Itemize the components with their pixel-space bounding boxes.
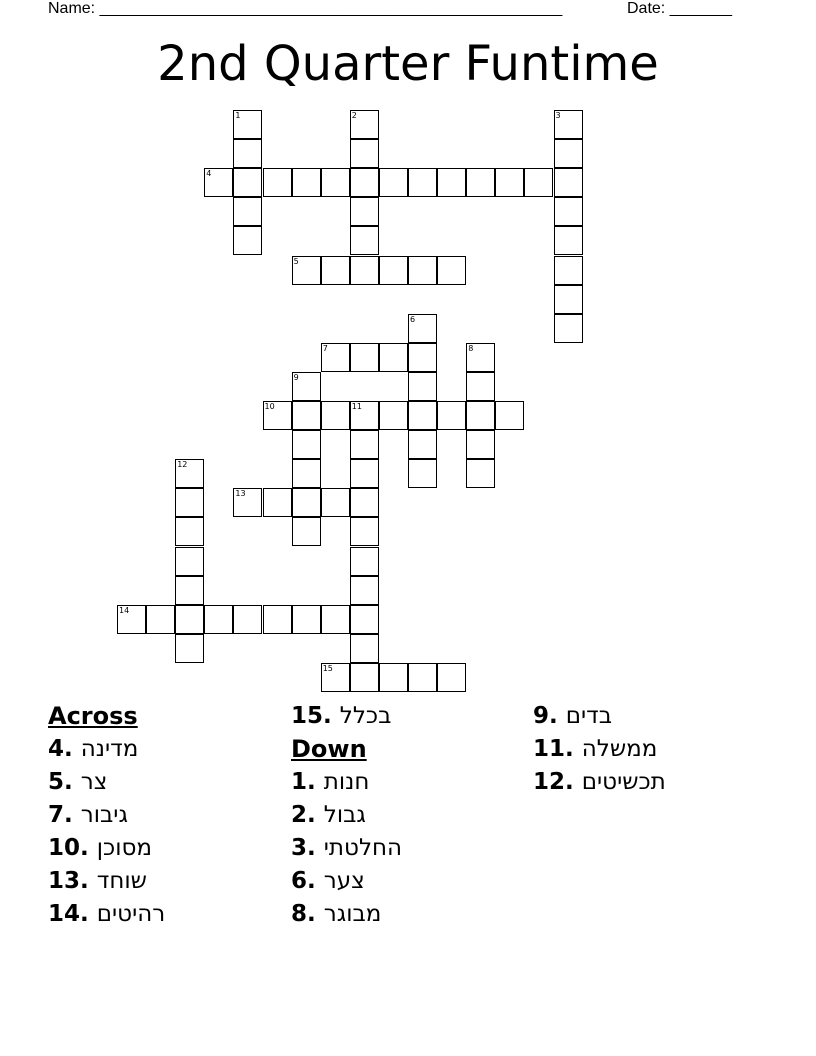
grid-cell[interactable]: [350, 605, 379, 634]
grid-cell[interactable]: [350, 168, 379, 197]
grid-cell[interactable]: [146, 605, 175, 634]
clue-number: 11: [351, 402, 362, 411]
clue-item: [291, 700, 402, 733]
grid-cell[interactable]: [175, 488, 204, 517]
clue-text: חנות: [323, 769, 370, 795]
grid-cell[interactable]: [350, 663, 379, 692]
clue-num: 4.: [48, 736, 73, 762]
clue-item: [533, 733, 666, 766]
clue-item: [291, 766, 402, 799]
grid-cell[interactable]: [292, 517, 321, 546]
clue-number: 8: [468, 343, 474, 353]
clue-num: 2.: [291, 802, 316, 828]
grid-cell[interactable]: [554, 285, 583, 314]
clue-item: [48, 865, 165, 898]
clue-item: [48, 766, 165, 799]
grid-cell[interactable]: [408, 663, 437, 692]
clue-text: תכשיטים: [581, 769, 666, 795]
grid-cell[interactable]: [408, 372, 437, 401]
grid-cell[interactable]: [321, 343, 350, 372]
grid-cell[interactable]: [466, 459, 495, 488]
grid-cell[interactable]: [408, 401, 437, 430]
grid-cell[interactable]: [233, 139, 262, 168]
grid-cell[interactable]: [321, 605, 350, 634]
clue-item: [48, 898, 165, 931]
clue-number: 1: [235, 111, 241, 120]
clue-number: 5: [293, 256, 299, 266]
clue-column: [533, 700, 666, 799]
clue-number: 15: [322, 663, 333, 673]
grid-cell[interactable]: [554, 110, 583, 139]
clue-text: צר: [80, 769, 108, 795]
grid-cell[interactable]: [292, 372, 321, 401]
grid-cell[interactable]: [263, 168, 292, 197]
date-field[interactable]: Date: _______: [627, 0, 732, 17]
clue-number: 12: [177, 460, 188, 470]
grid-cell[interactable]: [321, 663, 350, 692]
clue-text: החלטתי: [323, 835, 403, 861]
name-field[interactable]: Name: ____________________________________________________: [48, 0, 563, 17]
grid-cell[interactable]: [175, 517, 204, 546]
clue-column: [291, 700, 402, 931]
clue-text: צער: [323, 868, 365, 894]
clue-item: [291, 898, 402, 931]
clue-num: 14.: [48, 901, 89, 927]
clue-number: 2: [351, 111, 357, 120]
grid-cell[interactable]: [437, 401, 466, 430]
grid-cell[interactable]: [350, 139, 379, 168]
grid-cell[interactable]: [321, 401, 350, 430]
grid-cell[interactable]: [379, 401, 408, 430]
grid-cell[interactable]: [379, 663, 408, 692]
clue-num: 3.: [291, 835, 316, 861]
grid-cell[interactable]: [175, 605, 204, 634]
grid-cell[interactable]: [350, 459, 379, 488]
clue-item: [291, 865, 402, 898]
clue-item: [48, 832, 165, 865]
clue-number: 14: [119, 605, 130, 615]
clue-item: [533, 766, 666, 799]
grid-cell[interactable]: [233, 488, 262, 517]
grid-cell[interactable]: [263, 605, 292, 634]
clue-item: [291, 799, 402, 832]
clue-text: ממשלה: [581, 736, 658, 762]
clue-num: 8.: [291, 901, 316, 927]
clue-num: 9.: [533, 703, 558, 729]
grid-cell[interactable]: [350, 517, 379, 546]
grid-cell[interactable]: [292, 401, 321, 430]
clue-num: 6.: [291, 868, 316, 894]
clue-number: 13: [235, 489, 246, 499]
clue-text: גבול: [323, 802, 366, 828]
grid-cell[interactable]: [466, 372, 495, 401]
grid-cell[interactable]: [495, 168, 524, 197]
clue-num: 7.: [48, 802, 73, 828]
clue-text: שוחד: [96, 868, 147, 894]
grid-cell[interactable]: [321, 168, 350, 197]
grid-cell[interactable]: [408, 343, 437, 372]
clue-item: [48, 799, 165, 832]
down-heading: Down: [291, 735, 367, 763]
grid-cell[interactable]: [350, 634, 379, 663]
grid-cell[interactable]: [292, 488, 321, 517]
across-heading: Across: [48, 702, 138, 730]
grid-cell[interactable]: [175, 576, 204, 605]
clue-text: בדים: [565, 703, 613, 729]
grid-cell[interactable]: [554, 168, 583, 197]
grid-cell[interactable]: [292, 430, 321, 459]
grid-cell[interactable]: [292, 605, 321, 634]
grid-cell[interactable]: [204, 168, 233, 197]
clue-text: מדינה: [80, 736, 139, 762]
clue-num: 5.: [48, 769, 73, 795]
grid-cell[interactable]: [554, 256, 583, 285]
grid-cell[interactable]: [408, 168, 437, 197]
page-title: 2nd Quarter Funtime: [157, 36, 659, 92]
grid-cell[interactable]: [554, 314, 583, 343]
grid-cell[interactable]: [350, 547, 379, 576]
grid-cell[interactable]: [554, 197, 583, 226]
grid-cell[interactable]: [204, 605, 233, 634]
grid-cell[interactable]: [408, 314, 437, 343]
grid-cell[interactable]: [379, 256, 408, 285]
grid-cell[interactable]: [495, 401, 524, 430]
grid-cell[interactable]: [233, 110, 262, 139]
clue-item: [533, 700, 666, 733]
grid-cell[interactable]: [466, 343, 495, 372]
grid-cell[interactable]: [350, 576, 379, 605]
grid-cell[interactable]: [554, 139, 583, 168]
clue-number: 10: [264, 402, 275, 411]
grid-cell[interactable]: [350, 256, 379, 285]
grid-cell[interactable]: [263, 488, 292, 517]
grid-cell[interactable]: [408, 430, 437, 459]
grid-cell[interactable]: [350, 488, 379, 517]
clue-text: רהיטים: [96, 901, 166, 927]
clue-number: 6: [410, 314, 416, 324]
grid-cell[interactable]: [350, 401, 379, 430]
clue-number: 9: [293, 372, 299, 382]
clue-number: 4: [206, 169, 212, 179]
grid-cell[interactable]: [554, 226, 583, 255]
grid-cell[interactable]: [408, 256, 437, 285]
grid-cell[interactable]: [233, 226, 262, 255]
grid-cell[interactable]: [350, 226, 379, 255]
clue-item: [291, 832, 402, 865]
clue-text: גיבור: [80, 802, 128, 828]
grid-cell[interactable]: [350, 430, 379, 459]
grid-cell[interactable]: [321, 256, 350, 285]
clue-number: 7: [322, 343, 328, 353]
grid-cell[interactable]: [175, 547, 204, 576]
clue-num: 10.: [48, 835, 89, 861]
grid-cell[interactable]: [437, 168, 466, 197]
grid-cell[interactable]: [292, 459, 321, 488]
grid-cell[interactable]: [379, 343, 408, 372]
clue-num: 1.: [291, 769, 316, 795]
grid-cell[interactable]: [350, 110, 379, 139]
clue-num: 12.: [533, 769, 574, 795]
grid-cell[interactable]: [437, 663, 466, 692]
grid-cell[interactable]: [117, 605, 146, 634]
grid-cell[interactable]: [350, 343, 379, 372]
grid-cell[interactable]: [466, 430, 495, 459]
grid-cell[interactable]: [321, 488, 350, 517]
grid-cell[interactable]: [175, 459, 204, 488]
clue-text: מבוגר: [323, 901, 382, 927]
clue-item: [48, 733, 165, 766]
grid-cell[interactable]: [292, 256, 321, 285]
grid-cell[interactable]: [437, 256, 466, 285]
grid-cell[interactable]: [233, 197, 262, 226]
clue-num: 13.: [48, 868, 89, 894]
clue-num: 11.: [533, 736, 574, 762]
grid-cell[interactable]: [466, 168, 495, 197]
grid-cell[interactable]: [292, 168, 321, 197]
grid-cell[interactable]: [175, 634, 204, 663]
grid-cell[interactable]: [466, 401, 495, 430]
grid-cell[interactable]: [408, 459, 437, 488]
grid-cell[interactable]: [233, 168, 262, 197]
clue-column: [48, 700, 165, 931]
clue-text: בכלל: [339, 703, 392, 729]
grid-cell[interactable]: [350, 197, 379, 226]
grid-cell[interactable]: [379, 168, 408, 197]
grid-cell[interactable]: [524, 168, 553, 197]
grid-cell[interactable]: [233, 605, 262, 634]
grid-cell[interactable]: [263, 401, 292, 430]
name-date-line: [48, 0, 748, 20]
clue-number: 3: [555, 111, 561, 120]
clue-num: 15.: [291, 703, 332, 729]
clue-text: מסוכן: [96, 835, 153, 861]
